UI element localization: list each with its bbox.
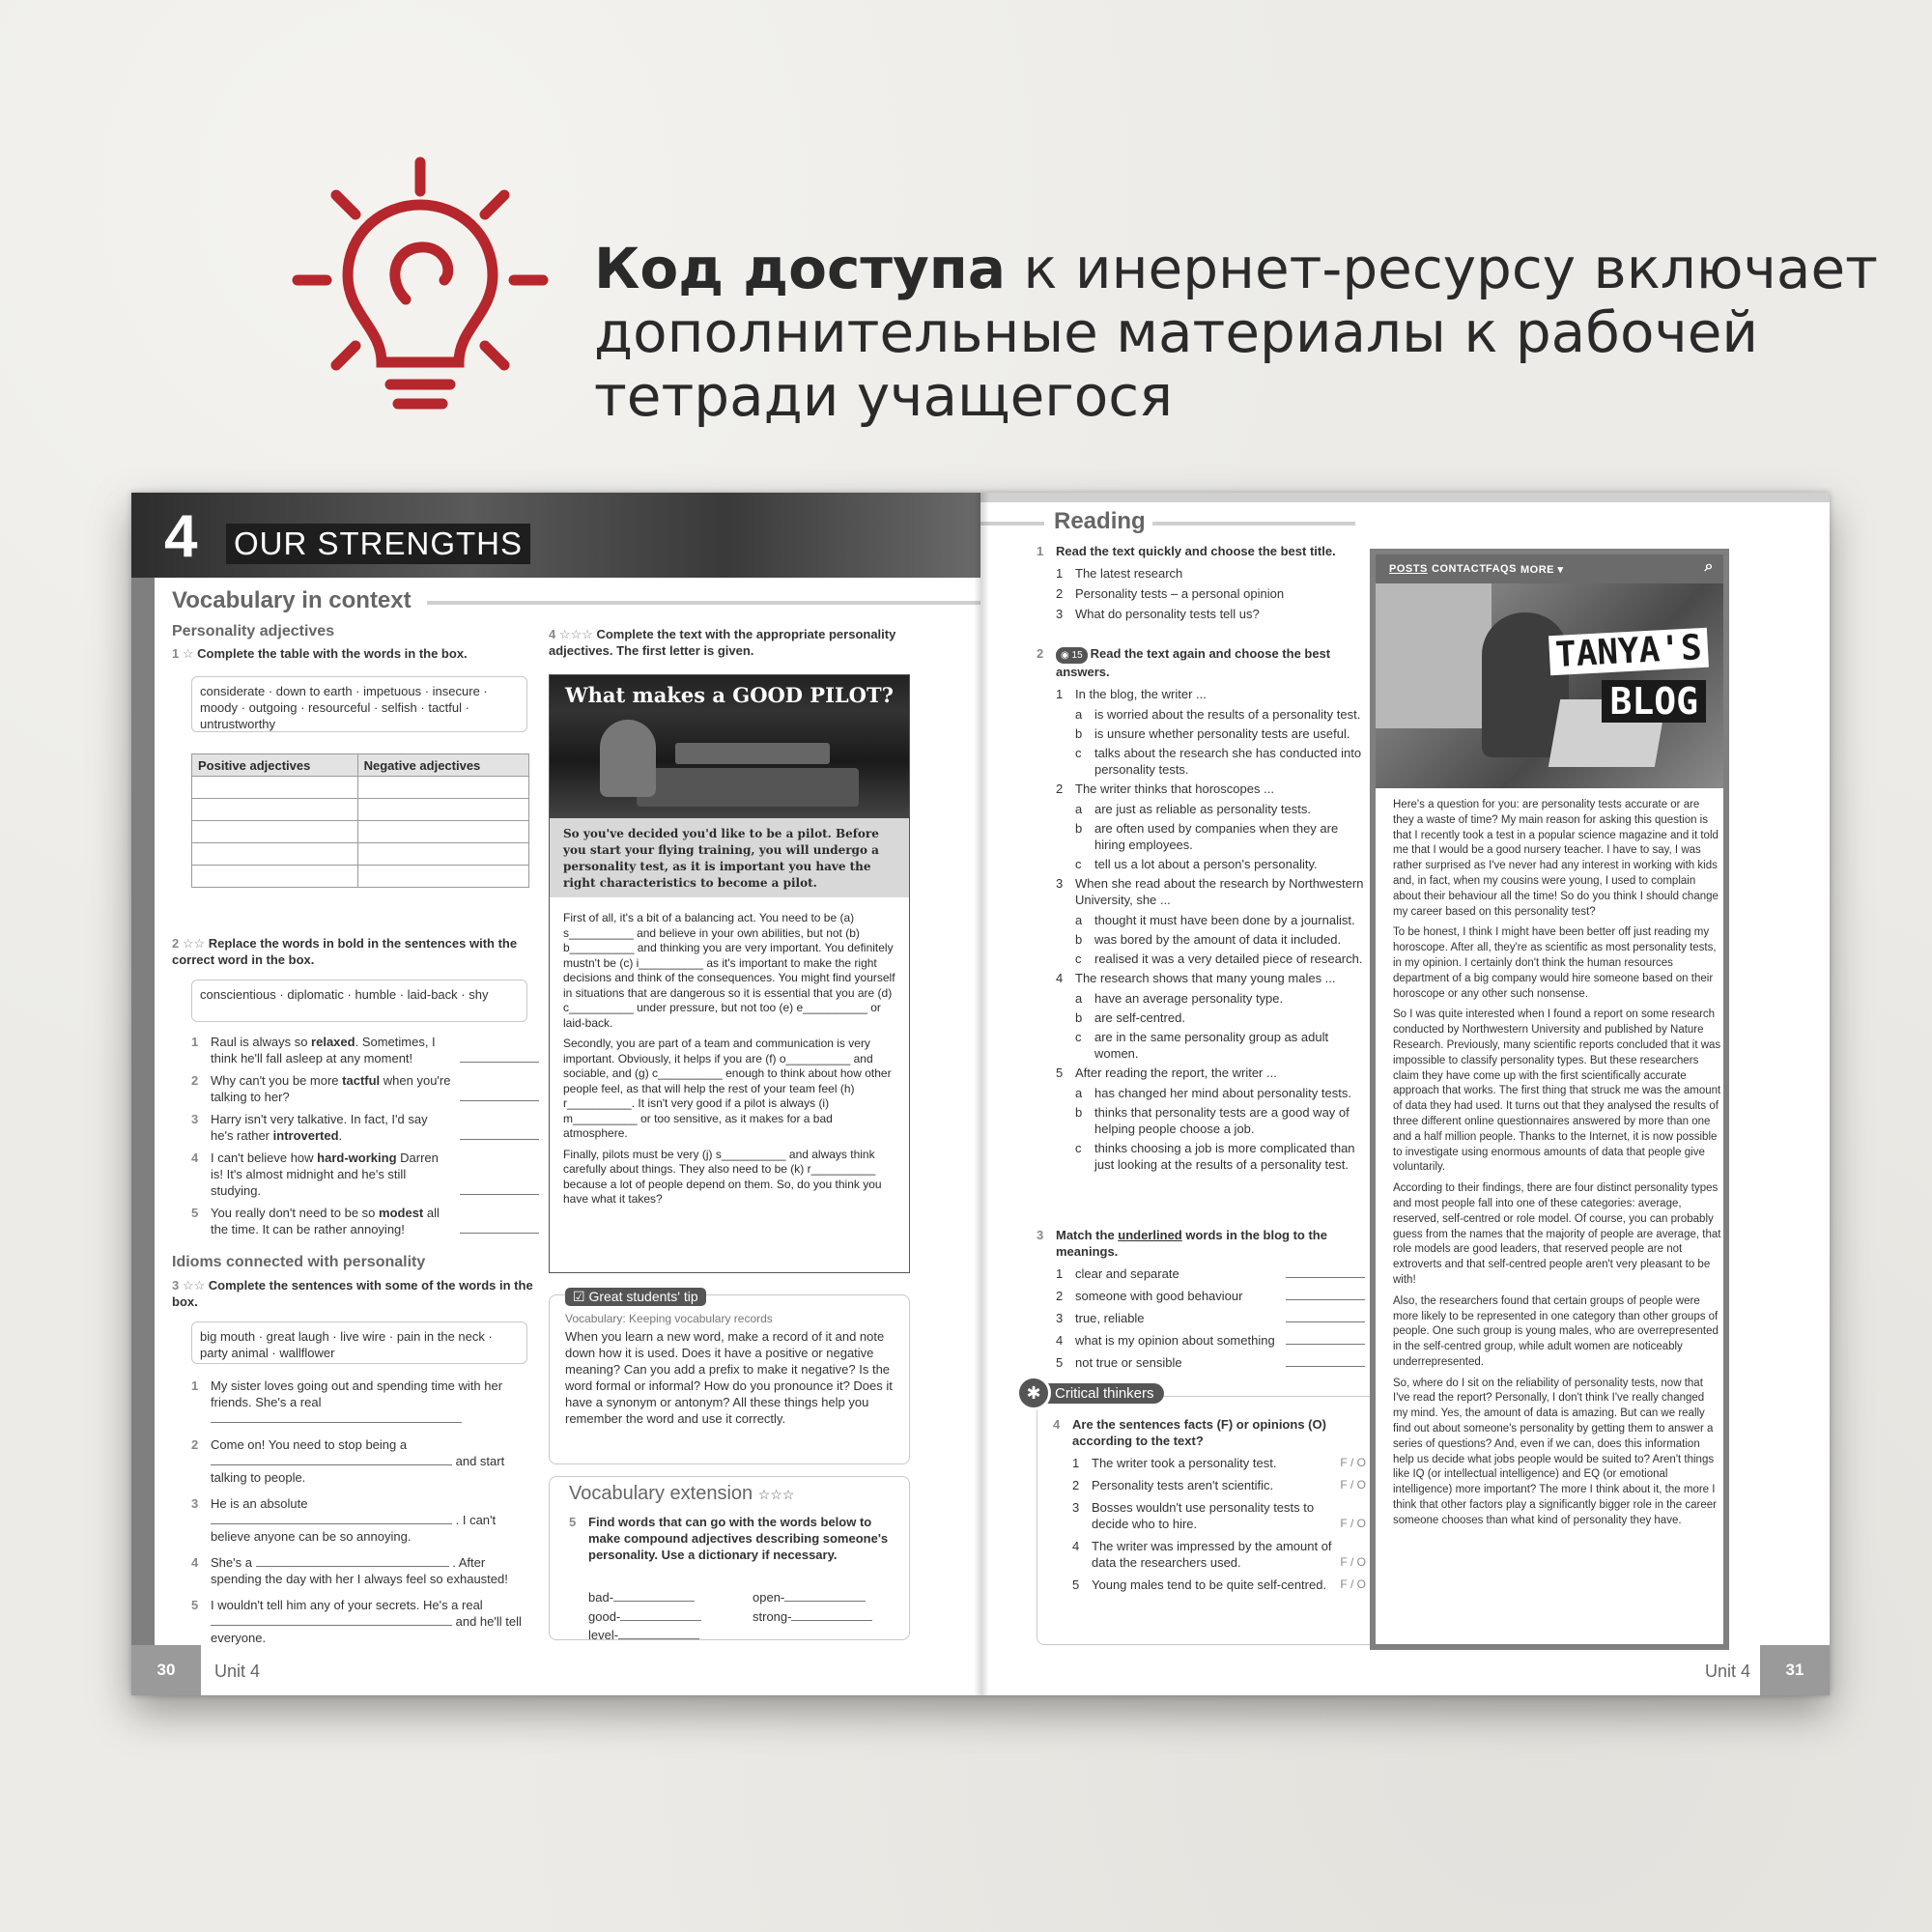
answer-line[interactable]	[211, 1411, 462, 1423]
checkmark-icon: ☑	[573, 1289, 589, 1304]
exercise-instruction: Are the sentences facts (F) or opinions (O) according to the text?	[1072, 1417, 1326, 1448]
fact-opinion-choice[interactable]: F / O	[1340, 1555, 1366, 1569]
word-box: conscientious · diplomatic · humble · laid-back · shy	[191, 980, 527, 1022]
word-box-item: outgoing	[248, 700, 298, 715]
list-item: 1 The writer took a personality test. F / O	[1072, 1456, 1366, 1470]
word-box-item: considerate	[200, 684, 266, 698]
ex2-list	[191, 1034, 539, 1243]
table-cell[interactable]	[192, 843, 358, 866]
exercise-number: 2	[172, 936, 180, 951]
word-box-item: diplomatic	[287, 987, 344, 1002]
blog-paragraph: So I was quite interested when I found a report on some research conducted by Northwestern University and published by Nature Research. Previously, many scientific reports concluded that it was impossible to classify personality types. But these researchers claim they have come up with the first scientifically accurate approach that works. The first thing that struck me was the amount of data they had used. It turns out that they analysed the results of three different online questionnaires answered by more than one and a half million people. Thanks to the Internet, it is now possible to investigate using enormous amounts of data that people give voluntarily.	[1393, 1009, 1721, 1174]
question-item: 4 The research shows that many young males ...	[1056, 971, 1336, 985]
answer-line[interactable]	[791, 1609, 872, 1621]
lightbulb-icon	[290, 155, 551, 415]
answer-option[interactable]: c tell us a lot about a person's personality.	[1075, 857, 1318, 871]
answer-option[interactable]: b are self-centred.	[1075, 1010, 1185, 1025]
answer-line[interactable]	[613, 1590, 695, 1602]
section-title: Reading	[1054, 508, 1146, 534]
ct-tag: Critical thinkers	[1022, 1383, 1164, 1404]
blog-panel	[1370, 549, 1729, 1650]
list-item: 1 clear and separate	[1037, 1265, 1365, 1282]
pilot-figure	[600, 720, 656, 797]
answer-option[interactable]: c thinks choosing a job is more complicated than just looking at the results of a personality test.	[1075, 1141, 1355, 1172]
students-tip-box	[549, 1289, 910, 1464]
exercise-instruction: Match the underlined words in the blog to the meanings.	[1056, 1228, 1327, 1259]
answer-line[interactable]	[460, 1222, 539, 1234]
tip-tag: ☑ Great students' tip	[565, 1288, 706, 1306]
page-number: 31	[1760, 1645, 1830, 1695]
blog-photo	[1376, 583, 1723, 788]
table-cell[interactable]	[357, 866, 528, 888]
fact-opinion-choice[interactable]: F / O	[1340, 1577, 1366, 1591]
blog-paragraph: Also, the researchers found that certain groups of people were more likely to be represented in one category than other groups of people. One such group is young males, who are overrepresented in the self-centred group, while adult women are noticeably underrepresented.	[1393, 1294, 1719, 1368]
cockpit-photo	[550, 675, 909, 818]
list-item: 3 Harry isn't very talkative. In fact, I'd say he's rather introverted.	[191, 1111, 539, 1144]
answer-option[interactable]: a thought it must have been done by a journalist.	[1075, 913, 1355, 927]
list-item: 5 Young males tend to be quite self-centred. F / O	[1072, 1577, 1366, 1592]
blog-paragraph: According to their findings, there are four distinct personality types and most people fall into one of these categories: average, reserved, self-centred or role model. Of course, you can probably guess from the names that the majority of people are average, that role models are good leaders, that reserved people are not extroverts and that self-centred people aren't very pleasant to be with!	[1393, 1182, 1721, 1286]
photo-window	[1376, 583, 1492, 728]
answer-option[interactable]: b is unsure whether personality tests are useful.	[1075, 726, 1350, 741]
word-box-item: pain in the neck	[396, 1329, 485, 1344]
footer-unit: Unit 4	[1704, 1662, 1750, 1681]
exercise-instruction: Read the text again and choose the best answers.	[1056, 646, 1331, 679]
star-icon: ☆☆	[182, 1278, 206, 1293]
blog-nav	[1376, 554, 1723, 583]
answer-option[interactable]: b thinks that personality tests are a good way of helping people choose a job.	[1075, 1105, 1350, 1136]
compound-item: bad-	[588, 1589, 695, 1605]
compound-item: open-	[753, 1589, 866, 1605]
word-box: considerate · down to earth · impetuous · insecure · moody · outgoing · resourceful · selfish · tactful · untrustworthy	[191, 676, 527, 732]
nav-faqs[interactable]: FAQS	[1486, 563, 1517, 575]
section-rule	[980, 522, 1044, 526]
word-box-item: humble	[355, 987, 397, 1002]
table-cell[interactable]	[192, 777, 358, 799]
section-rule	[427, 601, 980, 605]
unit-number: 4	[164, 503, 198, 570]
blog-text	[1393, 798, 1721, 1535]
exercise-number: 3	[172, 1278, 180, 1293]
blog-name: TANYA'S	[1548, 628, 1709, 676]
answer-line[interactable]	[784, 1590, 866, 1602]
exercise-instruction: Complete the table with the words in the box.	[197, 646, 468, 661]
list-item: 5 I wouldn't tell him any of your secrets. He's a real and he'll tell everyone.	[191, 1598, 522, 1645]
list-item: 2 Personality tests aren't scientific. F / O	[1072, 1478, 1366, 1492]
reading-ex1: 1 Read the text quickly and choose the best title. 1 The latest research 2 Personality tests – a personal opinion 3 What do personality tests tell us?	[1037, 543, 1365, 626]
article-title: What makes a GOOD PILOT?	[565, 683, 894, 707]
answer-option[interactable]: c realised it was a very detailed piece of research.	[1075, 952, 1363, 966]
question-item: 1 In the blog, the writer ...	[1056, 687, 1207, 701]
answer-line[interactable]	[460, 1090, 539, 1101]
list-item: 2 someone with good behaviour	[1037, 1288, 1365, 1304]
brain-icon: ✱	[1016, 1376, 1051, 1410]
answer-option[interactable]: c talks about the research she has conducted into personality tests.	[1075, 746, 1362, 777]
box-title: Vocabulary extension ☆☆☆	[569, 1483, 795, 1504]
exercise-number: 1	[172, 646, 180, 661]
table-cell[interactable]	[357, 821, 528, 843]
tip-subtitle: Vocabulary: Keeping vocabulary records	[565, 1312, 773, 1325]
answer-line[interactable]	[211, 1513, 452, 1524]
right-page	[980, 493, 1830, 1695]
answer-line[interactable]	[211, 1454, 452, 1465]
exercise-instruction: Read the text quickly and choose the best title.	[1056, 544, 1336, 558]
list-item: 3 true, reliable	[1037, 1310, 1365, 1326]
answer-line[interactable]	[1286, 1311, 1365, 1322]
list-item: 5 You really don't need to be so modest all the time. It can be rather annoying!	[191, 1205, 539, 1237]
word-box-item: conscientious	[200, 987, 276, 1002]
fact-opinion-list	[1053, 1455, 1381, 1599]
list-item: 4 The writer was impressed by the amount of data the researchers used. F / O	[1072, 1539, 1366, 1570]
compound-item: good-	[588, 1608, 701, 1625]
list-item: 2 Come on! You need to stop being a and start talking to people.	[191, 1437, 505, 1485]
reading-ex2: 2 ◉ 15 Read the text again and choose the best answers. 1 In the blog, the writer ... a is worried about the results of a personality test. b is unsure whether personality tests are useful. c talks about the research she has conducted into personality tests. 2 The writer thinks that horoscopes ... a are just as reliable as personality tests. b are often used by companies when they are hiring employees. c tell us a lot about a person's personality. 3 When she read about the research by Northwestern University, she ... a thought it must have been done by a journalist. b was bored by the amount of data it included. c realised it was a very detailed piece of research. 4 The research shows that many young males ... a have an average personality type. b are self-centred. c are in the same personality group as adult women. 5 After reading the report, the writer ... a has changed her mind about personality tests. b thinks that personality tests are a good way of helping people choose a job. c thinks choosing a job is more complicated than just looking at the results of a personality test.	[1037, 646, 1364, 1172]
exercise-number: 5	[569, 1515, 577, 1529]
answer-option[interactable]: c are in the same personality group as adult women.	[1075, 1030, 1329, 1061]
word-box-item: big mouth	[200, 1329, 256, 1344]
list-item: 3 He is an absolute . I can't believe anyone can be so annoying.	[191, 1496, 497, 1544]
answer-option[interactable]: a have an average personality type.	[1075, 991, 1284, 1006]
exercise-instruction: Find words that can go with the words below to make compound adjectives describing someone's personality. Use a dictionary if necessary.	[588, 1515, 889, 1562]
critical-thinkers-box	[1026, 1382, 1396, 1645]
list-item: 4 She's a . After spending the day with her I always feel so exhausted!	[191, 1555, 508, 1586]
table-header: Positive adjectives	[192, 754, 358, 777]
list-item: 2 Why can't you be more tactful when you're talking to her?	[191, 1072, 539, 1105]
list-item: 2 Personality tests – a personal opinion	[1056, 586, 1285, 601]
word-box-item: shy	[469, 987, 489, 1002]
word-box-item: tactful	[428, 700, 463, 715]
word-box-item: insecure	[432, 684, 480, 698]
answer-line[interactable]	[1286, 1333, 1365, 1345]
fact-opinion-choice[interactable]: F / O	[1340, 1478, 1366, 1492]
word-box-item: untrustworthy	[200, 717, 276, 731]
star-icon: ☆	[182, 646, 194, 661]
article-paragraph: First of all, it's a bit of a balancing act. You need to be (a) s__________ and believe in your own abilities, but not (b) b__________ and thinking you are very important. You definitely mustn't be (c) i__________ as it's important to make the right decisions and think of the consequences. You might find yourself in situations that are dangerous so it is essential that you are (d) c__________ under pressure, but not too (e) e__________ or laid-back.	[563, 911, 895, 1030]
adjectives-table	[191, 753, 529, 888]
list-item: 4 what is my opinion about something	[1037, 1332, 1365, 1349]
top-band	[980, 493, 1830, 502]
question-item: 3 When she read about the research by Northwestern University, she ...	[1056, 876, 1364, 907]
cockpit-panel	[675, 743, 830, 764]
headline-rest: к инернет-ресурсу включает дополнительные материалы к рабочей тетради учащегося	[594, 236, 1878, 429]
pilot-article	[549, 674, 910, 1273]
exercise-number: 4	[549, 627, 556, 641]
table-cell[interactable]	[357, 777, 528, 799]
star-icon: ☆☆☆	[558, 627, 593, 641]
blog-paragraph: Here's a question for you: are personality tests accurate or are they a waste of time? My main reason for asking this question is that I recently took a test in a popular science magazine and it told me that I would be a good nursery teacher. I have to say, I was rather surprised as I've never had any interest in working with kids and, in fact, when my cousins were young, I used to complain about their behaviour all the time! So do you think I should change my career based on this personality test?	[1393, 799, 1719, 918]
book-gutter	[974, 493, 989, 1695]
subsection-title: Personality adjectives	[172, 623, 335, 639]
question-list	[1037, 686, 1365, 1173]
exercise-instruction: Complete the sentences with some of the words in the box.	[172, 1278, 533, 1309]
answer-option[interactable]: b are often used by companies when they are hiring employees.	[1075, 821, 1339, 852]
headline-bold: Код доступа	[594, 236, 1006, 301]
word-box-item: wallflower	[279, 1346, 335, 1360]
left-page	[131, 493, 980, 1695]
headline	[594, 237, 1889, 428]
table-cell[interactable]	[357, 799, 528, 821]
answer-option[interactable]: a are just as reliable as personality tests.	[1075, 802, 1311, 816]
list-item: 3 Bosses wouldn't use personality tests to decide who to hire. F / O	[1072, 1500, 1366, 1531]
reading-ex3: 3 Match the underlined words in the blog to the meanings. 1 clear and separate 2 someone with good behaviour 3 true, reliable 4 what is my opinion about something 5 not true or sensible	[1037, 1227, 1365, 1377]
answer-line[interactable]	[460, 1051, 539, 1063]
table-cell[interactable]	[192, 821, 358, 843]
answer-line[interactable]	[618, 1628, 699, 1639]
exercise-instruction: Replace the words in bold in the sentences with the correct word in the box.	[172, 936, 518, 967]
list-item: 5 not true or sensible	[1037, 1354, 1365, 1371]
cockpit-panel	[637, 768, 859, 807]
word-box-item: live wire	[340, 1329, 386, 1344]
tip-text: When you learn a new word, make a record of it and note down how it is used. Does it have a positive or negative meaning? Can you add a prefix to make it negative? Is the word formal or informal? How do you pronounce it? Does it have a synonym or antonym? All these things help you remember the word and use it correctly.	[565, 1329, 893, 1426]
nav-more[interactable]: MORE ▾	[1520, 564, 1564, 576]
question-item: 2 The writer thinks that horoscopes ...	[1056, 781, 1274, 796]
word-box-item: selfish	[381, 700, 417, 715]
compound-item: level-	[588, 1627, 699, 1643]
word-box-item: impetuous	[363, 684, 422, 698]
table-cell[interactable]	[357, 843, 528, 866]
answer-line[interactable]	[460, 1183, 539, 1195]
nav-posts[interactable]: POSTS	[1389, 563, 1428, 575]
ex3-list	[191, 1378, 529, 1656]
answer-line[interactable]	[1286, 1355, 1365, 1367]
subsection-title: Idioms connected with personality	[172, 1254, 426, 1270]
answer-line[interactable]	[1286, 1266, 1365, 1278]
article-paragraph: Finally, pilots must be very (j) s__________ and always think carefully about things. They also need to be (k) r__________ because a lot of people depend on them. So, do you think you have what it takes?	[563, 1147, 882, 1206]
table-cell[interactable]	[192, 799, 358, 821]
list-item: 3 What do personality tests tell us?	[1056, 607, 1260, 621]
answer-line[interactable]	[1286, 1289, 1365, 1300]
article-body	[563, 911, 897, 1208]
word-box: big mouth · great laugh · live wire · pain in the neck · party animal · wallflower	[191, 1321, 527, 1364]
table-header: Negative adjectives	[357, 754, 528, 777]
footer-unit: Unit 4	[214, 1662, 261, 1681]
question-item: 5 After reading the report, the writer ...	[1056, 1065, 1277, 1080]
section-title: Vocabulary in context	[172, 587, 412, 613]
answer-line[interactable]	[620, 1609, 701, 1621]
word-box-item: moody	[200, 700, 239, 715]
fact-opinion-choice[interactable]: F / O	[1340, 1456, 1366, 1469]
word-box-item: resourceful	[308, 700, 371, 715]
compound-item: strong-	[753, 1608, 872, 1625]
exercise-number: 4	[1053, 1417, 1061, 1432]
list-item: 1 The latest research	[1056, 566, 1183, 581]
blog-paragraph: To be honest, I think I might have been better off just reading my horoscope. After all, they're as scientific as most personality tests, in my opinion. I certainly don't think the human resources department of a big company would hire someone based on their horoscope or any other such nonsense.	[1393, 926, 1717, 1000]
unit-banner	[131, 493, 980, 578]
workbook-spread	[131, 493, 1830, 1695]
blog-name: BLOG	[1602, 680, 1706, 723]
list-item: 1 My sister loves going out and spending time with her friends. She's a real	[191, 1378, 529, 1427]
article-intro: So you've decided you'd like to be a pilot. Before you start your flying training, you will undergo a personality test, as it is important you have the right characteristics to become a pilot.	[550, 818, 909, 897]
exercise-instruction: Complete the text with the appropriate personality adjectives. The first letter is given.	[549, 627, 896, 658]
answer-line[interactable]	[256, 1555, 449, 1567]
answer-option[interactable]: a is worried about the results of a personality test.	[1075, 707, 1361, 722]
unit-title: OUR STRENGTHS	[226, 524, 530, 564]
table-cell[interactable]	[192, 866, 358, 888]
star-icon: ☆☆☆	[757, 1487, 795, 1502]
answer-line[interactable]	[211, 1614, 452, 1626]
answer-option[interactable]: b was bored by the amount of data it included.	[1075, 932, 1342, 947]
word-box-item: party animal	[200, 1346, 269, 1360]
page-side-strip	[131, 578, 155, 1645]
page-number: 30	[131, 1645, 201, 1695]
list-item: 1 Raul is always so relaxed. Sometimes, I think he'll fall asleep at any moment!	[191, 1034, 539, 1066]
list-item: 4 I can't believe how hard-working Darren is! It's almost midnight and he's still studying.	[191, 1150, 539, 1199]
word-box-item: down to earth	[275, 684, 353, 698]
star-icon: ☆☆	[182, 936, 206, 951]
section-rule	[1152, 522, 1355, 526]
word-box-item: laid-back	[407, 987, 458, 1002]
answer-line[interactable]	[460, 1128, 539, 1140]
blog-paragraph: So, where do I sit on the reliability of personality tests, now that I've read the report? Personally, I don't think I've really changed my mind. Yes, the amount of data is amazing. But can we really find out about someone's personality by getting them to answer a series of questions? And, even if we can, does this information help us decide what jobs people would be suited to? Aren't things like IQ (or intellectual intelligence) and EQ (or emotional intelligence) more important? The more I think about it, the more I think that other factors play a significantly bigger role in the career someone chooses than what kind of personality they have.	[1393, 1377, 1717, 1526]
fact-opinion-choice[interactable]: F / O	[1340, 1517, 1366, 1530]
word-box-item: great laugh	[266, 1329, 329, 1344]
audio-icon[interactable]: ◉ 15	[1056, 647, 1088, 664]
nav-contact[interactable]: CONTACT	[1432, 563, 1487, 575]
vocab-extension-box	[549, 1476, 910, 1640]
search-icon[interactable]: ⌕	[1704, 558, 1714, 575]
article-paragraph: Secondly, you are part of a team and communication is very important. Obviously, it helps if you are (f) o__________ and sociable, and (g) c__________ enough to think about how other people feel, as that will help the rest of your team feel (h) r__________. It isn't very good if a pilot is always (i) m__________ or too sensitive, as it makes for a bad atmosphere.	[563, 1037, 892, 1140]
answer-option[interactable]: a has changed her mind about personality tests.	[1075, 1086, 1351, 1100]
